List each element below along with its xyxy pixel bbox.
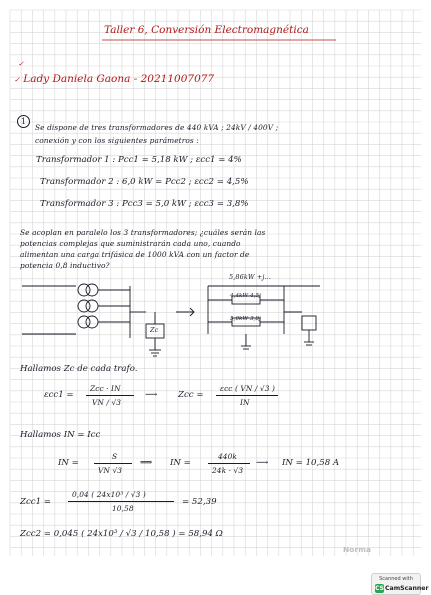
zcc-fraction-bar bbox=[216, 395, 278, 396]
ecc-equation-lhs: εcc1 = bbox=[44, 390, 74, 400]
circuit-sketch bbox=[20, 272, 340, 362]
in-fraction-bar-2 bbox=[208, 463, 250, 464]
zcc1-numerator: 0,04 ( 24x10³ / √3 ) bbox=[72, 490, 146, 499]
title-underline bbox=[100, 38, 340, 42]
author-name: Lady Daniela Gaona - 20211007077 bbox=[23, 73, 215, 85]
zcc1-denominator: 10,58 bbox=[112, 504, 134, 513]
transformer-3-params: Transformador 3 : Pcc3 = 5,0 kW ; εcc3 = 3,8% bbox=[40, 199, 249, 209]
author-line: ✓ Lady Daniela Gaona - 20211007077 bbox=[14, 73, 215, 85]
ecc-equation-numerator: Zcc · IN bbox=[90, 384, 121, 393]
question-line-1: Se acoplan en paralelo los 3 transformadores; ¿cuáles serán las bbox=[20, 228, 266, 237]
zc-label: Zc bbox=[150, 326, 159, 334]
hallamos-zc-heading: Hallamos Zc de cada trafo. bbox=[20, 364, 138, 374]
zcc-equation-numerator: εcc ( VN / √3 ) bbox=[220, 384, 275, 393]
question-line-4: potencia 0,8 inductivo? bbox=[20, 261, 110, 270]
camscanner-logo-icon: CS bbox=[375, 585, 384, 592]
zcc1-lhs: Zcc1 = bbox=[20, 497, 51, 507]
question-line-3: alimentan una carga trifásica de 1000 kVA con un factor de bbox=[20, 250, 250, 259]
in-fraction-bar bbox=[94, 463, 132, 464]
in-equation-denominator: VN √3 bbox=[98, 466, 123, 475]
camscanner-badge bbox=[371, 573, 429, 595]
problem-number-circle: 1 bbox=[17, 115, 30, 128]
zcc2-line: Zcc2 = 0,045 ( 24x10³ / √3 / 10,58 ) = 58,94 Ω bbox=[20, 529, 223, 539]
intro-line-2: conexión y con los siguientes parámetros : bbox=[35, 136, 199, 145]
zcc1-result: = 52,39 bbox=[182, 497, 217, 507]
fig-mid-label-1: 4,4kW 4,5j bbox=[230, 293, 261, 299]
in-equation-denominator-2: 24k · √3 bbox=[212, 466, 244, 475]
implies-arrow-2: ⟹ bbox=[140, 458, 153, 468]
in-result: IN = 10,58 A bbox=[282, 458, 340, 468]
ecc-fraction-bar bbox=[86, 395, 134, 396]
zcc1-fraction-bar bbox=[68, 501, 174, 502]
camscanner-brand: CamScanner bbox=[385, 585, 429, 592]
implies-arrow: ⟶ bbox=[145, 390, 158, 400]
scanned-with-label: Scanned with bbox=[379, 576, 413, 582]
in-equation-numerator: S bbox=[112, 452, 118, 461]
transformer-2-params: Transformador 2 : 6,0 kW = Pcc2 ; εcc2 = 4,5% bbox=[40, 177, 249, 187]
notebook-brand: Norma bbox=[343, 545, 372, 554]
fig-top-label: 5,86kW +j... bbox=[229, 273, 272, 281]
in-equation-mid: IN = bbox=[170, 458, 191, 468]
zcc-equation-lhs: Zcc = bbox=[178, 390, 204, 400]
intro-line-1: Se dispone de tres transformadores de 440 kVA ; 24kV / 400V ; bbox=[35, 123, 279, 132]
implies-arrow-3: ⟶ bbox=[256, 458, 269, 468]
hallamos-in-heading: Hallamos IN = Icc bbox=[20, 430, 101, 440]
check-mark: ✓ bbox=[18, 60, 24, 68]
in-equation-lhs: IN = bbox=[58, 458, 79, 468]
zcc-equation-denominator: IN bbox=[240, 398, 250, 407]
transformer-1-params: Transformador 1 : Pcc1 = 5,18 kW ; εcc1 = 4% bbox=[36, 155, 242, 165]
fig-mid-label-2: 5,0kW 3,8j bbox=[230, 316, 261, 322]
page-title: Taller 6, Conversión Electromagnética bbox=[104, 24, 309, 36]
ecc-equation-denominator: VN / √3 bbox=[92, 398, 122, 407]
question-line-2: potencias complejas que suministrarán cada uno, cuando bbox=[20, 239, 241, 248]
in-equation-numerator-2: 440k bbox=[218, 452, 237, 461]
